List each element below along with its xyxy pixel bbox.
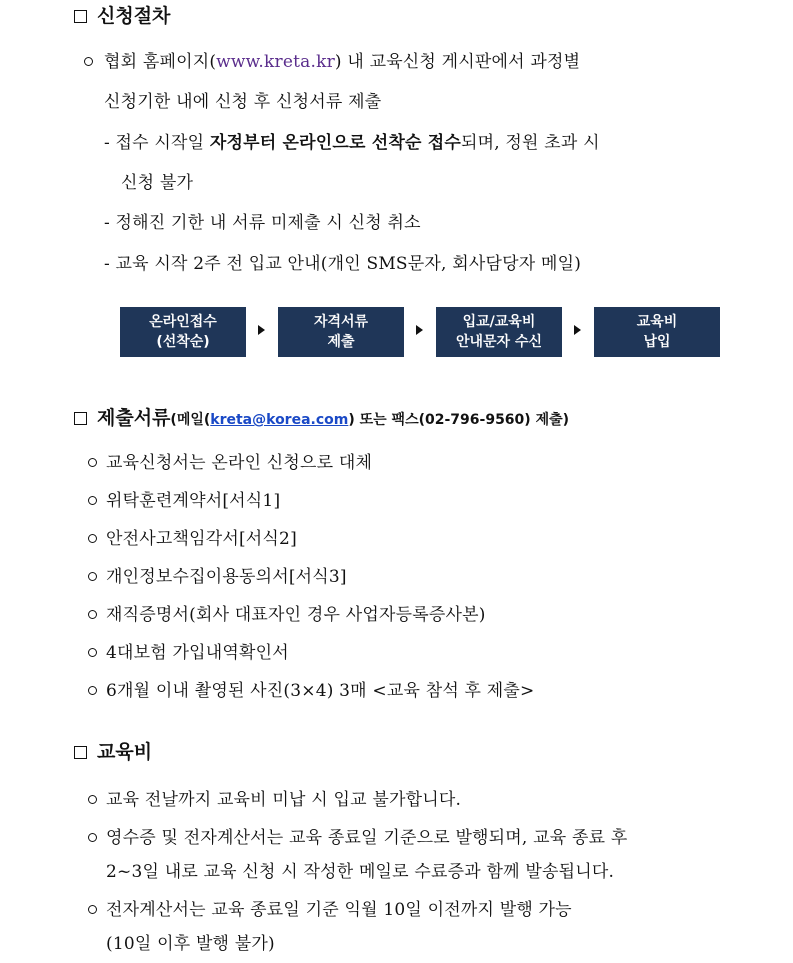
circle-bullet-icon <box>88 496 97 505</box>
document-item: 개인정보수집이용동의서[서식3] <box>106 567 347 587</box>
document-item: 재직증명서(회사 대표자인 경우 사업자등록증사본) <box>106 605 486 625</box>
section-heading-fee: 교육비 <box>74 740 152 764</box>
checkbox-square-icon <box>74 412 87 425</box>
procedure-dash-1-cont: 신청 불가 <box>121 173 194 193</box>
document-item: 안전사고책임각서[서식2] <box>106 529 297 549</box>
procedure-bullet-1-cont: 신청기한 내에 신청 후 신청서류 제출 <box>104 92 382 112</box>
arrow-right-icon <box>416 325 423 335</box>
checkbox-square-icon <box>74 10 87 23</box>
arrow-right-icon <box>574 325 581 335</box>
fee-item-2: 영수증 및 전자계산서는 교육 종료일 기준으로 발행되며, 교육 종료 후 <box>106 828 628 848</box>
procedure-dash-2: - 정해진 기한 내 서류 미제출 시 신청 취소 <box>104 213 421 233</box>
procedure-bullet-1: 협회 홈페이지(www.kreta.kr) 내 교육신청 게시판에서 과정별 <box>104 52 581 72</box>
fee-item-2-cont: 2~3일 내로 교육 신청 시 작성한 메일로 수료증과 함께 발송됩니다. <box>106 862 615 882</box>
fee-item-1: 교육 전날까지 교육비 미납 시 입교 불가합니다. <box>106 790 462 810</box>
procedure-dash-3: - 교육 시작 2주 전 입교 안내(개인 SMS문자, 회사담당자 메일) <box>104 254 582 274</box>
circle-bullet-icon <box>88 795 97 804</box>
flow-step-2: 자격서류 제출 <box>278 307 404 357</box>
emphasis-text: 자정부터 온라인으로 선착순 접수 <box>209 133 461 153</box>
flow-step-3: 입교/교육비 안내문자 수신 <box>436 307 562 357</box>
section-heading-documents: 제출서류(메일(kreta@korea.com) 또는 팩스(02-796-9560) 제출) <box>74 406 569 432</box>
circle-bullet-icon <box>88 572 97 581</box>
circle-bullet-icon <box>88 534 97 543</box>
circle-bullet-icon <box>88 686 97 695</box>
procedure-dash-1: - 접수 시작일 자정부터 온라인으로 선착순 접수되며, 정원 초과 시 <box>104 133 600 153</box>
arrow-right-icon <box>258 325 265 335</box>
document-item: 위탁훈련계약서[서식1] <box>106 491 281 511</box>
document-item: 4대보험 가입내역확인서 <box>106 643 289 663</box>
checkbox-square-icon <box>74 746 87 759</box>
flow-step-1: 온라인접수 (선착순) <box>120 307 246 357</box>
circle-bullet-icon <box>88 458 97 467</box>
section-heading-procedure: 신청절차 <box>74 4 170 28</box>
document-item: 6개월 이내 촬영된 사진(3×4) 3매 <교육 참석 후 제출> <box>106 681 535 701</box>
fee-item-3-cont: (10일 이후 발행 불가) <box>106 934 275 954</box>
circle-bullet-icon <box>84 57 93 66</box>
circle-bullet-icon <box>88 833 97 842</box>
document-item: 교육신청서는 온라인 신청으로 대체 <box>106 453 373 473</box>
circle-bullet-icon <box>88 648 97 657</box>
fee-item-3: 전자계산서는 교육 종료일 기준 익월 10일 이전까지 발행 가능 <box>106 900 572 920</box>
circle-bullet-icon <box>88 610 97 619</box>
email-link[interactable]: kreta@korea.com <box>210 412 349 428</box>
circle-bullet-icon <box>88 905 97 914</box>
homepage-link[interactable]: www.kreta.kr <box>216 52 335 72</box>
flow-step-4: 교육비 납입 <box>594 307 720 357</box>
